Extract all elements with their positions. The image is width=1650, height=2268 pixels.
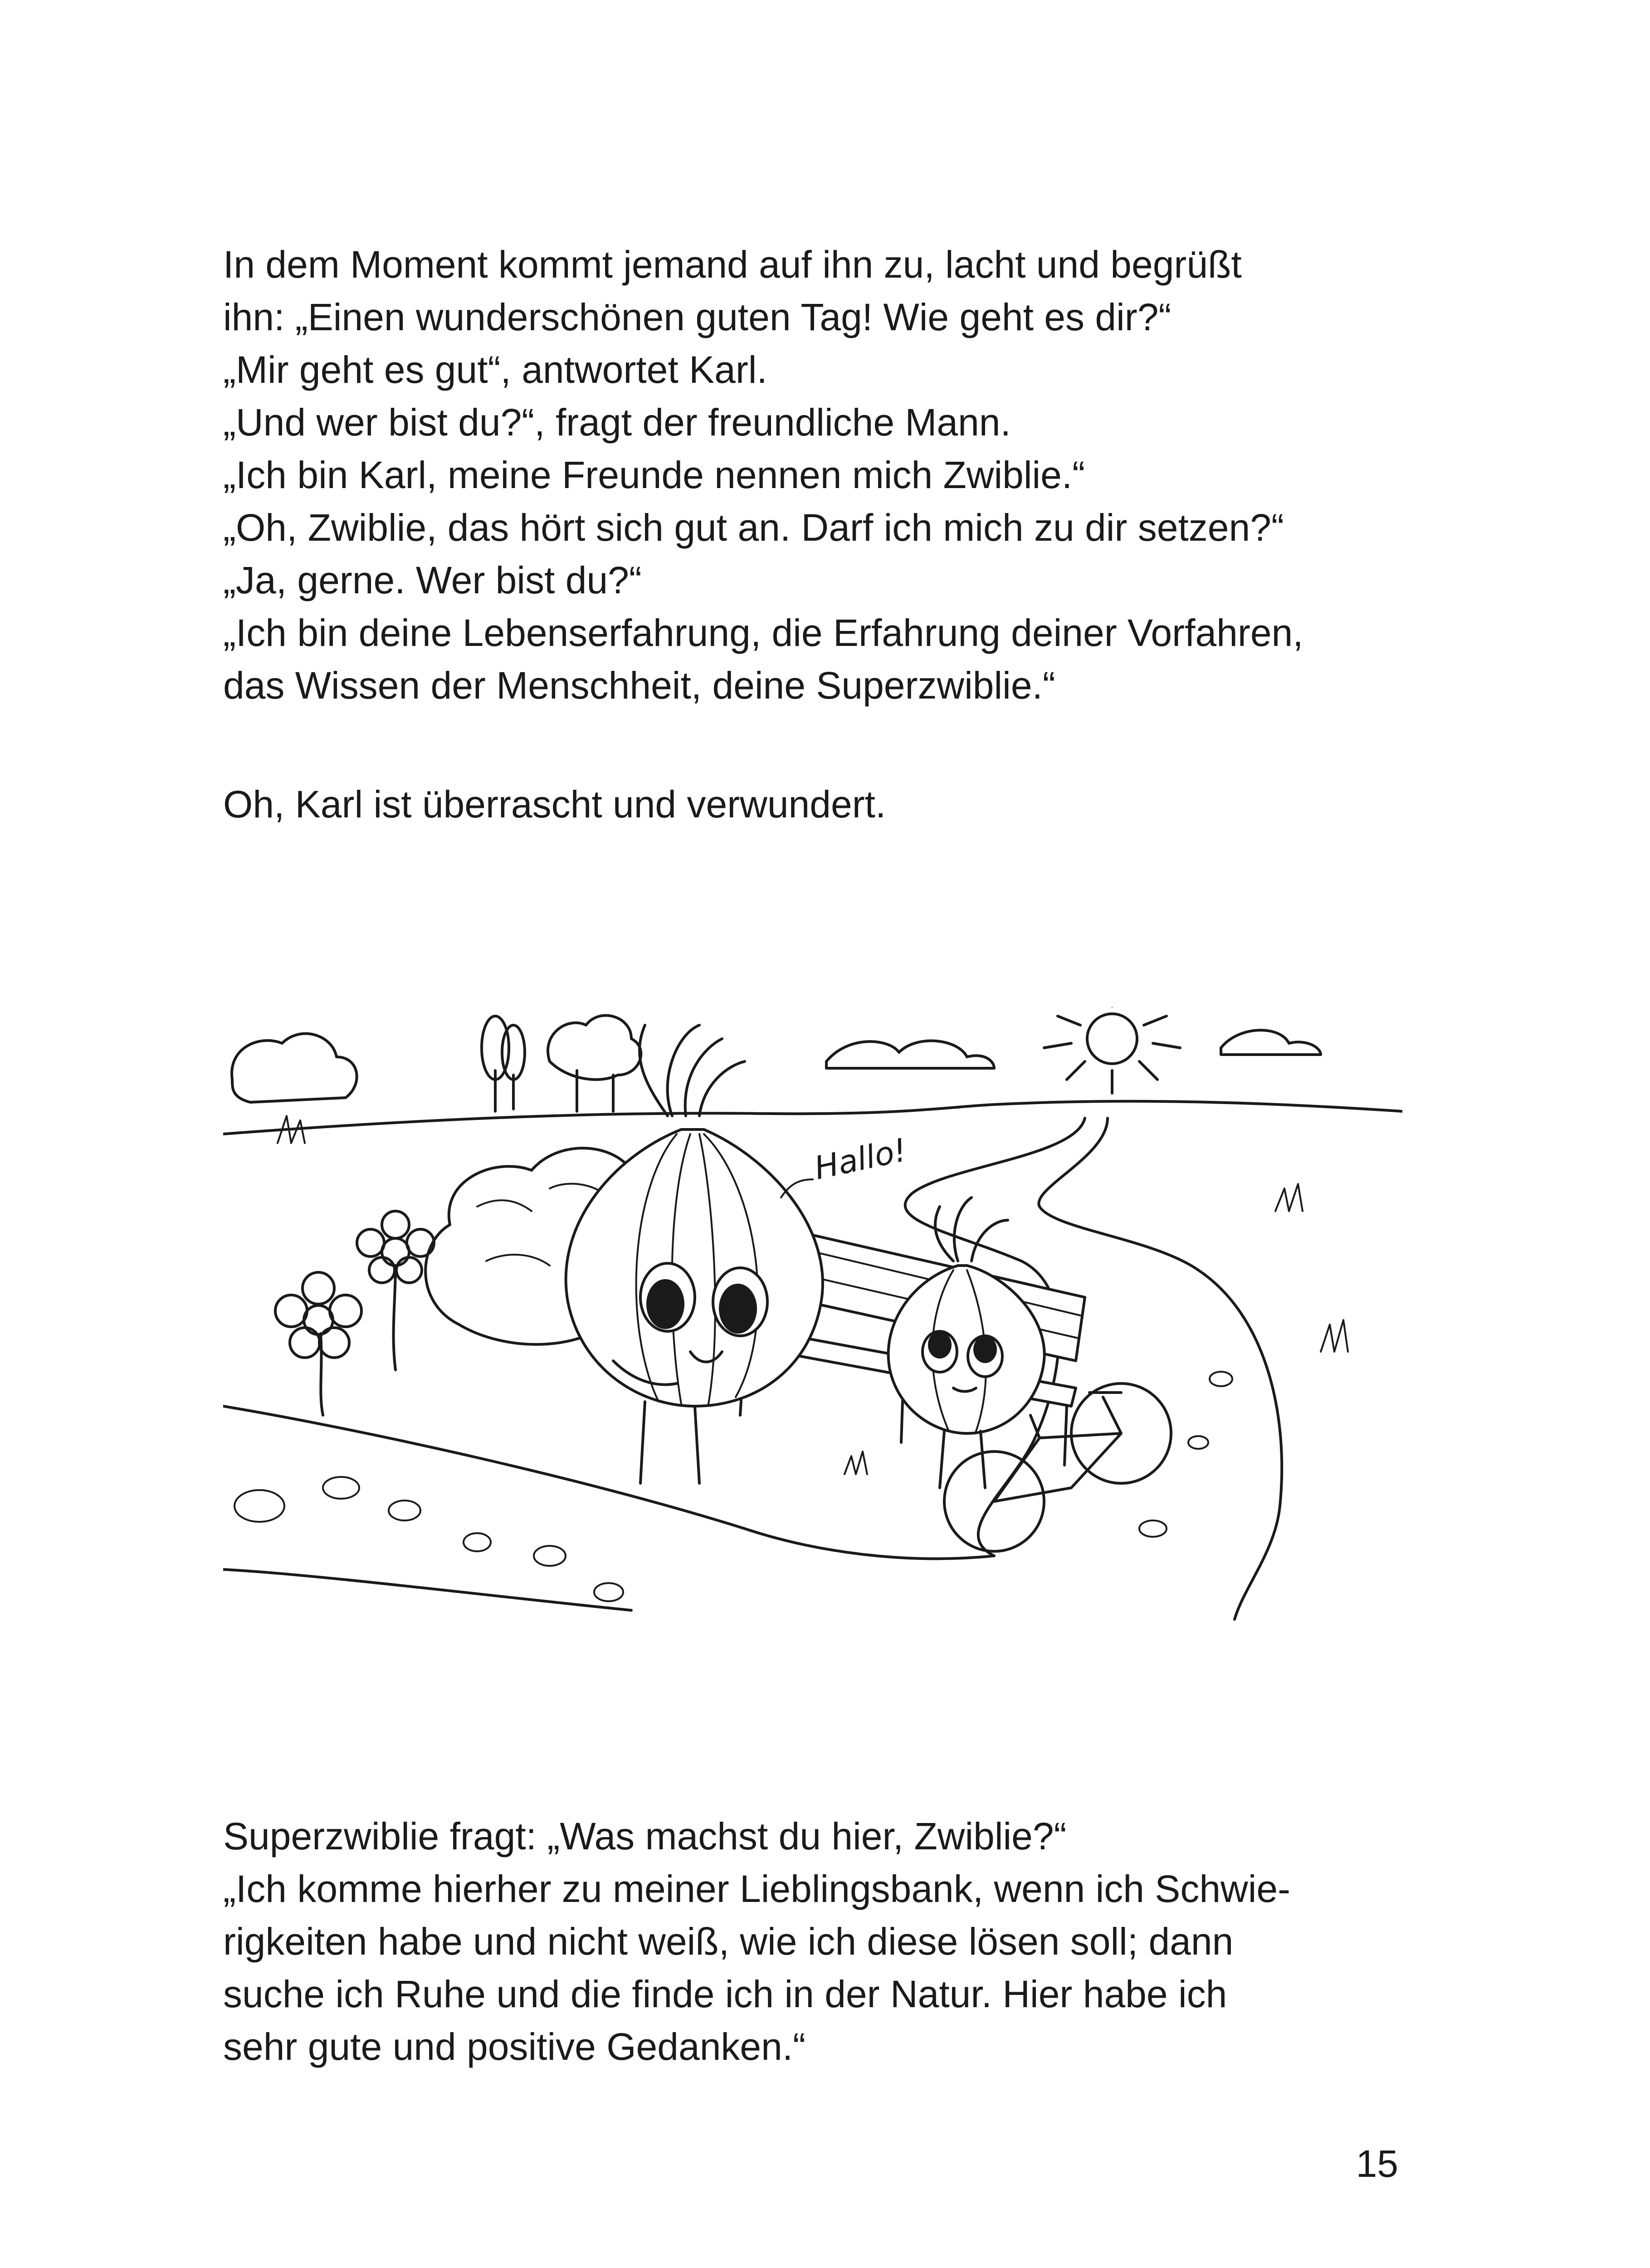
sun-icon [1044, 1007, 1180, 1093]
text-line: In dem Moment kommt jemand auf ihn zu, lacht und begrüßt [223, 243, 1242, 286]
text-line: Oh, Karl ist überrascht und verwundert. [223, 783, 886, 826]
text-line: rigkeiten habe und nicht weiß, wie ich diese lösen soll; dann [223, 1920, 1234, 1963]
middle-paragraph [223, 778, 1448, 831]
flower-icon [357, 1211, 434, 1370]
pebbles-icon [234, 1372, 1232, 1601]
text-line: Superzwiblie fragt: „Was machst du hier, Zwiblie?“ [223, 1815, 1067, 1857]
path-edge [223, 1569, 631, 1610]
text-line: „Ich bin Karl, meine Freunde nennen mich Zwiblie.“ [223, 454, 1085, 496]
tree-icon [548, 1016, 641, 1111]
cloud-icon [826, 1041, 994, 1068]
text-line: „Ich bin deine Lebenserfahrung, die Erfahrung deiner Vorfahren, [223, 611, 1303, 654]
top-paragraph [223, 238, 1448, 712]
text-line: „Und wer bist du?“, fragt der freundliche Mann. [223, 401, 1011, 444]
flower-icon [275, 1272, 361, 1415]
tree-icon [482, 1016, 525, 1111]
speech-text: Hallo! [811, 1131, 910, 1187]
path-edge [223, 1406, 994, 1559]
meadow-horizon [223, 1101, 1402, 1134]
text-line: „Ich komme hierher zu meiner Lieblingsbank, wenn ich Schwie- [223, 1867, 1291, 1910]
bottom-paragraph [223, 1810, 1448, 2073]
text-line: sehr gute und positive Gedanken.“ [223, 2025, 806, 2068]
text-line: ihn: „Einen wunderschönen guten Tag! Wie geht es dir?“ [223, 296, 1172, 338]
text-line: suche ich Ruhe und die finde ich in der Natur. Hier habe ich [223, 1973, 1227, 2015]
text-line: das Wissen der Menschheit, deine Superzwiblie.“ [223, 664, 1055, 707]
superzwiblie-character [566, 1025, 823, 1483]
page-number: 15 [1356, 2142, 1398, 2185]
road-edge [1039, 1118, 1282, 1619]
cloud-icon [1221, 1030, 1321, 1055]
bush-icon [232, 1034, 357, 1102]
text-line: „Mir geht es gut“, antwortet Karl. [223, 348, 767, 391]
park-bench-illustration [223, 1007, 1402, 1642]
text-line: „Ja, gerne. Wer bist du?“ [223, 559, 642, 601]
text-line: „Oh, Zwiblie, das hört sich gut an. Darf ich mich zu dir setzen?“ [223, 506, 1284, 549]
